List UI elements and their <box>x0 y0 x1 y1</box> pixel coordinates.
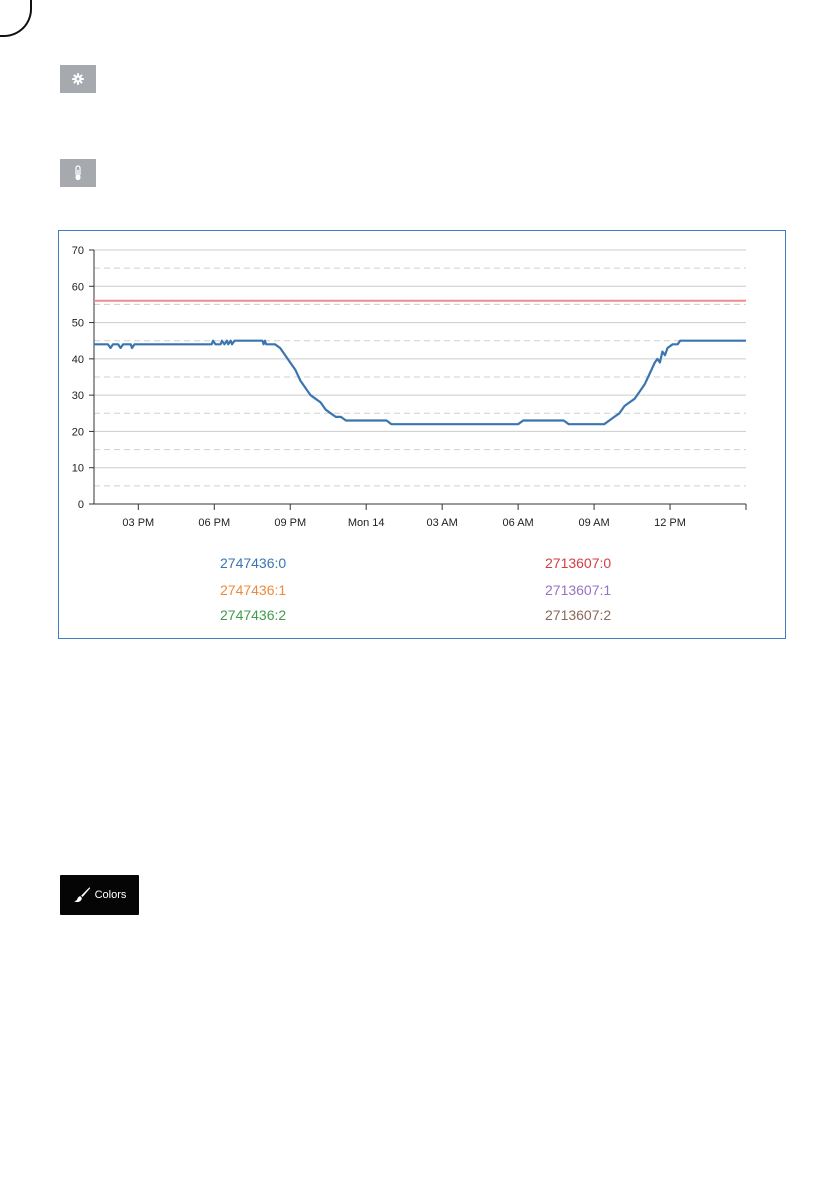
chart-panel <box>58 230 786 639</box>
paintbrush-icon <box>73 886 91 904</box>
y-tick-label: 50 <box>71 317 84 330</box>
settings-button[interactable] <box>60 65 96 93</box>
legend-item[interactable]: 2747436:2 <box>220 607 287 623</box>
page-corner-mark <box>0 0 32 37</box>
x-tick-label: 06 PM <box>198 517 231 529</box>
gear-icon <box>72 73 84 85</box>
y-tick-label: 0 <box>77 499 84 511</box>
x-tick-label: 03 AM <box>426 517 458 529</box>
legend-item[interactable]: 2747436:1 <box>220 582 287 598</box>
x-tick-label: 09 PM <box>274 517 307 529</box>
y-tick-label: 70 <box>71 245 84 257</box>
legend-item[interactable]: 2713607:0 <box>545 555 612 571</box>
legend-item[interactable]: 2747436:0 <box>220 555 287 571</box>
colors-button-label: Colors <box>94 889 127 901</box>
y-tick-label: 40 <box>71 353 84 366</box>
series-line <box>94 341 746 425</box>
line-chart <box>59 231 785 531</box>
x-tick-label: 09 AM <box>578 517 610 529</box>
x-tick-label: Mon 14 <box>347 517 385 529</box>
sensor-button[interactable] <box>60 159 96 187</box>
y-tick-label: 20 <box>71 426 84 439</box>
x-tick-label: 03 PM <box>122 517 155 529</box>
y-tick-label: 60 <box>71 281 84 294</box>
y-tick-label: 30 <box>71 390 84 403</box>
legend-item[interactable]: 2713607:2 <box>545 607 612 623</box>
colors-button[interactable] <box>60 875 139 915</box>
thermometer-icon <box>73 165 83 181</box>
x-tick-label: 12 PM <box>654 517 686 529</box>
x-tick-label: 06 AM <box>502 517 534 529</box>
legend-item[interactable]: 2713607:1 <box>545 582 612 598</box>
y-tick-label: 10 <box>71 462 84 475</box>
